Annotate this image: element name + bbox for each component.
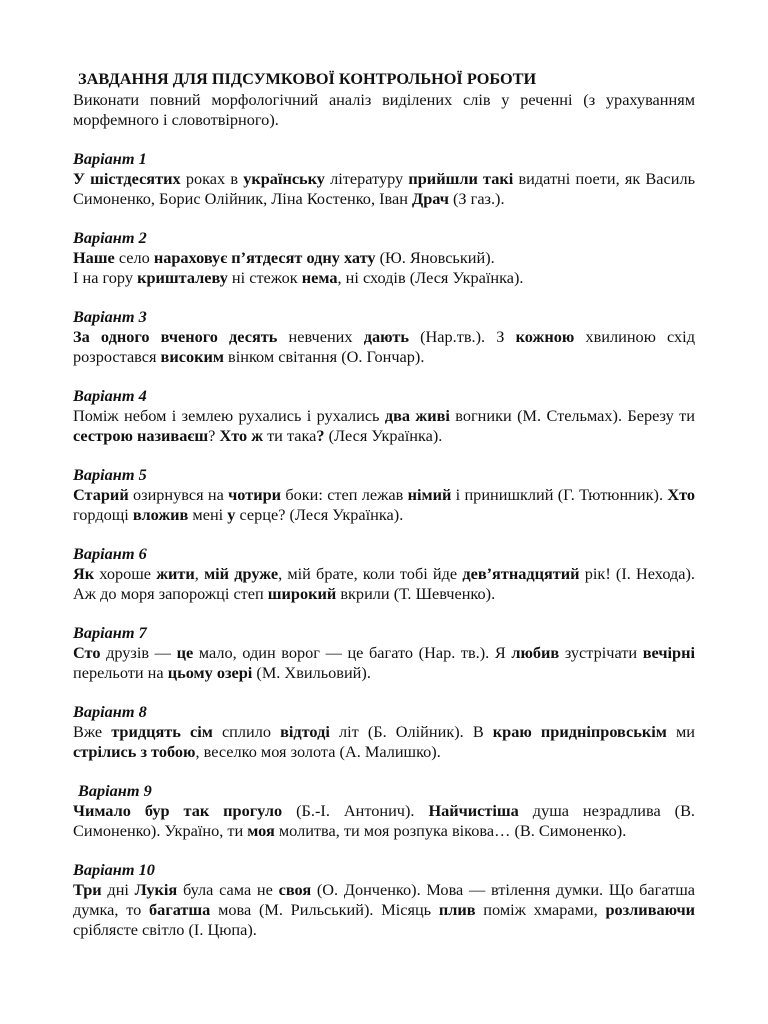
highlighted-word: Лукія [134,880,178,899]
highlighted-word: кришталеву [137,268,228,287]
sentence-text: душа незрадлива (В. Симоненко). Україно, ти [73,801,696,840]
variant-sentence [73,643,695,683]
sentence-text: поміж хмарами, [475,900,606,919]
highlighted-word: краю [492,722,532,741]
sentence-text: сплило [212,722,281,741]
variant-3 [73,307,695,367]
variant-sentence [73,327,695,367]
highlighted-word: у [227,505,236,524]
highlighted-word: придніпровськім [540,722,667,741]
highlighted-word: це [176,643,194,662]
sentence-text: мені [188,505,228,524]
sentence-text: молитва, ти моя розпука вікова… (В. Симоненко). [274,821,627,840]
sentence-text: вінком світання (О. Гончар). [223,347,425,366]
highlighted-word: дають [363,327,409,346]
highlighted-word: дев’ятнадцятий [462,564,580,583]
variant-sentence [73,485,695,525]
variant-sentence [73,406,695,446]
sentence-text: ми [666,722,695,741]
sentence-text: вогники (М. Стельмах). Березу ти [449,406,695,425]
highlighted-word: моя [247,821,275,840]
sentence-text: , ні сходів (Леся Українка). [337,268,524,287]
sentence-text: друзів — [100,643,177,662]
highlighted-word: багатша [149,900,211,919]
sentence-text: серце? (Леся Українка). [235,505,404,524]
highlighted-word: два живі [384,406,450,425]
highlighted-word: Наше [73,248,115,267]
highlighted-word: вченого десять [160,327,278,346]
sentence-text: дні [101,880,135,899]
variant-heading: Варіант 3 [73,307,147,326]
highlighted-word: Хто ж [219,426,263,445]
sentence-text: озирнувся на [128,485,229,504]
sentence-text: (Ю. Яновський). [375,248,495,267]
highlighted-word: Хто [667,485,695,504]
sentence-text: вкрили (Т. Шевченко). [336,584,496,603]
variant-heading: Варіант 10 [73,860,155,879]
highlighted-word: вложив [132,505,189,524]
sentence-text: (Нар.тв.). З [408,327,516,346]
highlighted-word: Чимало бур так прогуло [73,801,283,820]
sentence-text: мало, один ворог — це багато (Нар. тв.). Я [193,643,512,662]
highlighted-word: з тобою [140,742,196,761]
highlighted-word: мій друже [204,564,279,583]
sentence-text [532,722,541,741]
variant-sentence [73,248,695,288]
highlighted-word: чотири [228,485,282,504]
sentence-text: ні стежок [227,268,302,287]
sentence-text: сріблясте світло (І. Цюпа). [73,920,257,939]
sentence-text: (Леся Українка). [324,426,443,445]
sentence-text: Вже [73,722,112,741]
sentence-text: рік! (І. Нехода). Аж до моря запорожці степ [73,564,695,603]
highlighted-word: високим [160,347,224,366]
sentence-text: літературу [324,169,409,188]
sentence-text: (О. Донченко). Мова — втілення думки. Що багатша думка, то [73,880,695,919]
sentence-text: хороше [94,564,157,583]
sentence-text: видатні поети, як Василь Симоненко, Борис Олійник, Ліна Костенко, Іван [73,169,695,208]
variant-sentence [73,722,695,762]
document-intro: Виконати повний морфологічний аналіз виділених слів у реченні (з урахуванням морфемного і словотвірного). [73,90,695,129]
highlighted-word: широкий [267,584,337,603]
highlighted-word: українську [243,169,325,188]
sentence-text: І на гору [73,268,138,287]
sentence-text: (М. Хвильовий). [252,663,371,682]
variant-heading: Варіант 6 [73,544,147,563]
sentence-text: , [194,564,205,583]
sentence-text: ? [208,426,220,445]
highlighted-word: своя [278,880,312,899]
variant-9 [73,781,695,841]
highlighted-word: стрілись [73,742,137,761]
highlighted-word: прийшли такі [408,169,514,188]
highlighted-word: нараховує п’ятдесят одну хату [153,248,376,267]
sentence-text: гордощі [73,505,133,524]
variant-sentence [73,564,695,604]
sentence-text: Поміж небом і землею рухались і рухались [73,406,385,425]
variant-10 [73,860,695,940]
variant-heading: Варіант 9 [78,781,152,800]
document-title: ЗАВДАННЯ ДЛЯ ПІДСУМКОВОЇ КОНТРОЛЬНОЇ РОБОТИ [78,69,537,88]
highlighted-word: любив [511,643,560,662]
sentence-text: літ (Б. Олійник). В [329,722,493,741]
sentence-text: мова (М. Рильський). Місяць [210,900,439,919]
variant-sentence [73,880,695,940]
variant-heading: Варіант 7 [73,623,147,642]
sentence-text: (Б.-І. Антонич). [282,801,429,820]
highlighted-word: У шістдесятих [73,169,181,188]
variant-heading: Варіант 2 [73,228,147,247]
variant-4 [73,386,695,446]
sentence-text: хвилиною схід розростався [73,327,695,366]
highlighted-word: ? [316,426,325,445]
highlighted-word: сестрою називаєш [73,426,209,445]
sentence-text: село [114,248,154,267]
highlighted-word: Три [73,880,102,899]
variant-heading: Варіант 8 [73,702,147,721]
sentence-text [149,327,160,346]
sentence-text: ти така [263,426,317,445]
variant-2 [73,228,695,288]
sentence-text: була сама не [177,880,279,899]
variant-heading: Варіант 4 [73,386,147,405]
variant-5 [73,465,695,525]
highlighted-word: вечірні [642,643,695,662]
highlighted-word: нема [301,268,338,287]
sentence-text: роках в [180,169,244,188]
sentence-text: , мій брате, коли тобі йде [278,564,463,583]
highlighted-word: За одного [73,327,150,346]
highlighted-word: Старий [73,485,129,504]
sentence-text: (З газ.). [448,189,505,208]
variant-1 [73,149,695,209]
document-page [73,68,695,940]
variant-sentence [73,801,695,841]
sentence-text: , веселко моя золота (А. Малишко). [195,742,441,761]
variant-8 [73,702,695,762]
highlighted-word: кожною [515,327,575,346]
highlighted-word: Сто [73,643,101,662]
highlighted-word: плив [438,900,476,919]
variant-list [73,149,695,940]
variant-heading: Варіант 5 [73,465,147,484]
highlighted-word: Найчистіша [428,801,519,820]
highlighted-word: німий [407,485,452,504]
variant-7 [73,623,695,683]
variant-heading: Варіант 1 [73,149,147,168]
highlighted-word: тридцять сім [111,722,213,741]
highlighted-word: розливаючи [605,900,696,919]
variant-6 [73,544,695,604]
highlighted-word: жити [156,564,195,583]
sentence-text: зустрічати [559,643,643,662]
highlighted-word: цьому озері [167,663,253,682]
highlighted-word: Драч [412,189,449,208]
highlighted-word: Як [73,564,95,583]
sentence-text: невчених [277,327,364,346]
sentence-text: боки: степ лежав [281,485,408,504]
highlighted-word: відтоді [280,722,330,741]
sentence-text: перельоти на [73,663,168,682]
sentence-text: і принишклий (Г. Тютюнник). [451,485,668,504]
variant-sentence [73,169,695,209]
